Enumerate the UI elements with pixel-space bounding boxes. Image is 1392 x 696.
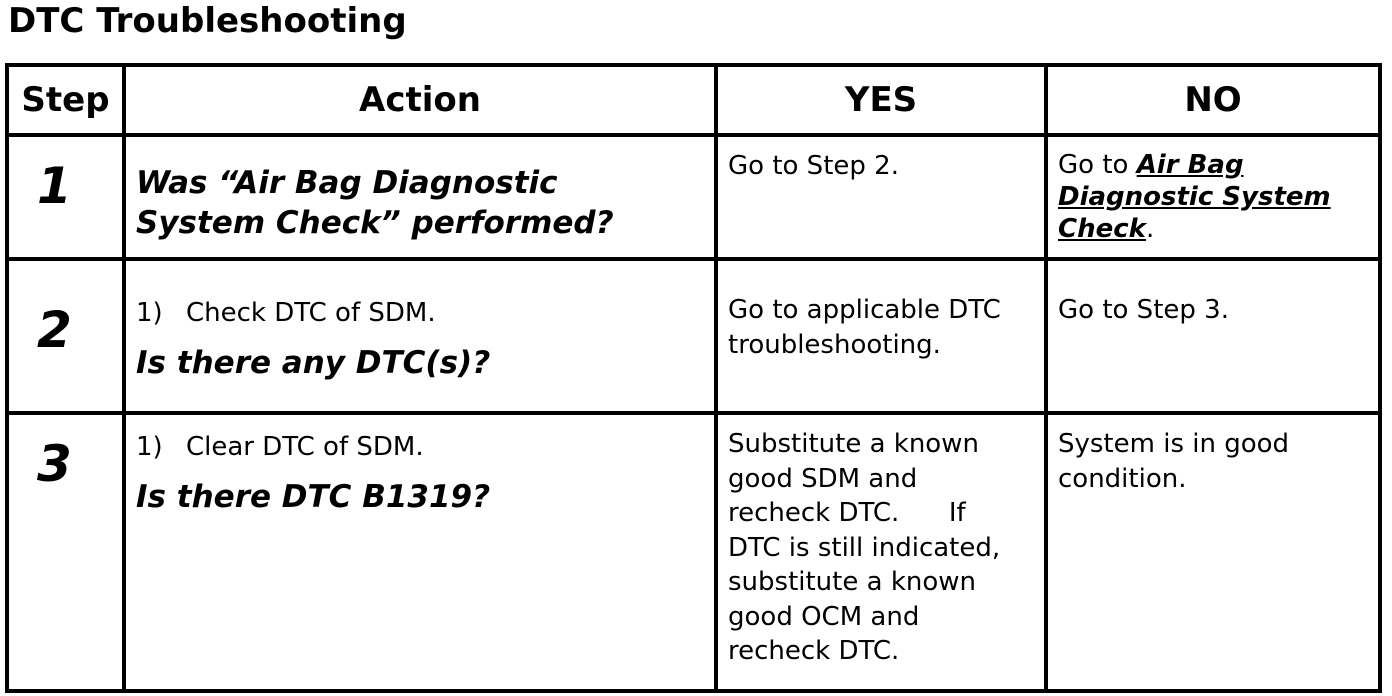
no-cell xyxy=(1046,259,1380,413)
no-text: . xyxy=(1145,214,1155,244)
no-cell xyxy=(1046,413,1380,691)
action-cell xyxy=(124,259,716,413)
action-cell xyxy=(124,135,716,259)
action-question xyxy=(136,163,714,243)
sub-step xyxy=(136,431,714,463)
yes-cell xyxy=(716,413,1046,691)
step-number: 2 xyxy=(7,259,124,413)
header-no: NO xyxy=(1046,65,1380,135)
yes-text: recheck DTC. If xyxy=(728,498,966,528)
action-question: Is there any DTC(s)? xyxy=(136,345,491,381)
step-number: 3 xyxy=(7,413,124,691)
no-text: condition. xyxy=(1058,463,1187,494)
no-cell xyxy=(1046,135,1380,259)
sub-step xyxy=(136,297,714,329)
no-text: Go to xyxy=(1058,150,1137,180)
action-cell xyxy=(124,413,716,691)
no-text: Go to Step 3. xyxy=(1058,295,1229,325)
table-row xyxy=(7,259,1380,413)
page-title: DTC Troubleshooting xyxy=(8,1,407,41)
sub-step-number: 1) xyxy=(136,298,163,328)
header-yes: YES xyxy=(716,65,1046,135)
table-header-row xyxy=(7,65,1380,135)
air-bag-diagnostic-link[interactable]: Diagnostic System xyxy=(1058,182,1331,212)
air-bag-diagnostic-link[interactable]: Check xyxy=(1058,214,1146,244)
header-action: Action xyxy=(124,65,716,135)
table-row xyxy=(7,413,1380,691)
yes-text: Go to Step 2. xyxy=(728,151,899,181)
yes-text: good OCM and xyxy=(728,601,920,632)
yes-text: Substitute a known xyxy=(728,429,979,459)
question-line: System Check” performed? xyxy=(136,205,614,241)
step-number: 1 xyxy=(7,135,124,259)
yes-text: recheck DTC. xyxy=(728,636,900,666)
yes-text: Go to applicable DTC xyxy=(728,295,1001,325)
header-step: Step xyxy=(7,65,124,135)
question-line: Was “Air Bag Diagnostic xyxy=(136,165,558,201)
sub-step-text: Check DTC of SDM. xyxy=(186,298,436,328)
action-question: Is there DTC B1319? xyxy=(136,479,491,515)
yes-text: good SDM and xyxy=(728,463,918,494)
air-bag-diagnostic-link[interactable]: Air Bag xyxy=(1136,150,1244,180)
dtc-troubleshooting-table xyxy=(5,63,1382,693)
yes-cell xyxy=(716,135,1046,259)
yes-text: troubleshooting. xyxy=(728,329,941,360)
table-row xyxy=(7,135,1380,259)
no-text: System is in good xyxy=(1058,429,1290,459)
yes-cell xyxy=(716,259,1046,413)
yes-text: substitute a known xyxy=(728,567,977,597)
sub-step-number: 1) xyxy=(136,432,163,462)
sub-step-text: Clear DTC of SDM. xyxy=(186,432,424,462)
yes-text: DTC is still indicated, xyxy=(728,532,1001,563)
